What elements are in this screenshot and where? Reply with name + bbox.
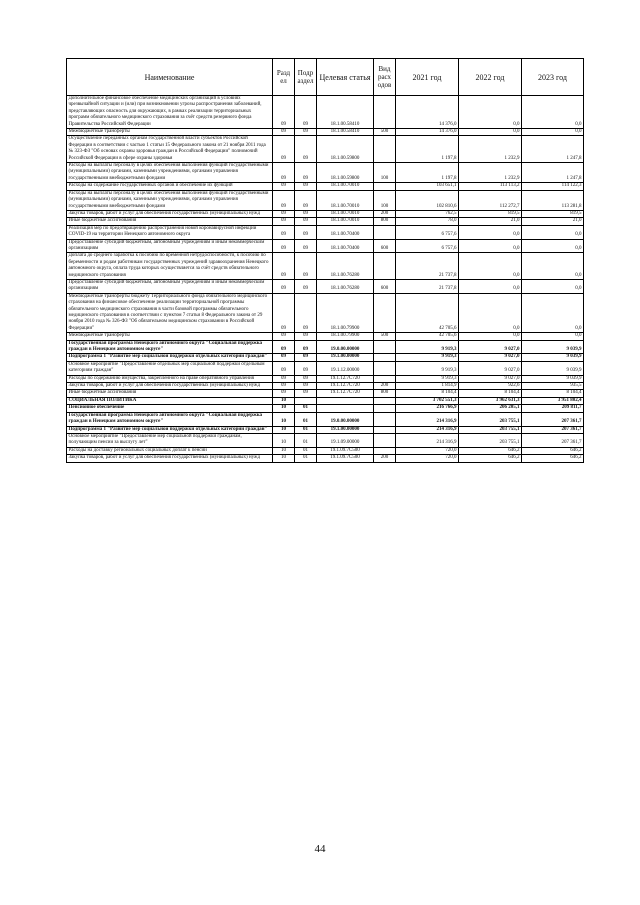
row-expense-type: 800 bbox=[374, 390, 396, 397]
row-section: 09 bbox=[273, 210, 295, 217]
row-amount-2021: 14 376,0 bbox=[396, 96, 459, 129]
row-name: Дополнительное финансовое обеспечение медицинских организаций в условиях чрезвычайной ситуации и (или) при возникновении угрозы распространения заболеваний, представляющих опасность для окружающих, в рамках реализации территориальных программ обязательного медицинского страхования за счёт средств резервного фонда Правительства Российской Федерации bbox=[67, 96, 273, 129]
row-amount-2021: 3 702 551,3 bbox=[396, 397, 459, 404]
row-subsection: 09 bbox=[295, 279, 317, 293]
row-expense-type bbox=[374, 397, 396, 404]
row-amount-2021: 78,0 bbox=[396, 218, 459, 225]
table-row bbox=[67, 340, 584, 354]
row-amount-2021: 762,5 bbox=[396, 210, 459, 217]
row-amount-2021: 6 757,6 bbox=[396, 239, 459, 253]
header-2021: 2021 год bbox=[396, 59, 459, 96]
row-section: 09 bbox=[273, 383, 295, 390]
row-expense-type: 200 bbox=[374, 455, 396, 462]
row-name: Предоставление субсидий бюджетным, автономным учреждениям и иным некоммерческим организациям bbox=[67, 239, 273, 253]
row-amount-2023: 21,0 bbox=[522, 218, 584, 225]
row-subsection: 09 bbox=[295, 293, 317, 332]
row-subsection bbox=[295, 397, 317, 404]
row-subsection: 09 bbox=[295, 218, 317, 225]
row-subsection: 01 bbox=[295, 426, 317, 433]
row-target-article: 19.1.00.00000 bbox=[317, 354, 374, 361]
row-expense-type: 600 bbox=[374, 239, 396, 253]
row-amount-2022: 646,2 bbox=[459, 455, 522, 462]
row-amount-2021: 6 757,6 bbox=[396, 225, 459, 239]
table-row bbox=[67, 455, 584, 462]
row-expense-type bbox=[374, 405, 396, 412]
row-section: 09 bbox=[273, 390, 295, 397]
row-expense-type bbox=[374, 293, 396, 332]
row-expense-type bbox=[374, 340, 396, 354]
row-section: 09 bbox=[273, 96, 295, 129]
row-subsection: 01 bbox=[295, 405, 317, 412]
row-amount-2023: 9 039,9 bbox=[522, 354, 584, 361]
row-section: 09 bbox=[273, 136, 295, 163]
row-expense-type: 500 bbox=[374, 129, 396, 136]
budget-table bbox=[66, 58, 584, 463]
row-section: 09 bbox=[273, 239, 295, 253]
row-section: 10 bbox=[273, 412, 295, 426]
row-amount-2022: 9 027,0 bbox=[459, 354, 522, 361]
row-amount-2021: 720,0 bbox=[396, 455, 459, 462]
row-expense-type bbox=[374, 96, 396, 129]
row-amount-2023: 0,0 bbox=[522, 96, 584, 129]
row-name: Подпрограмма 1 "Развитие мер социальной поддержки отдельных категорий граждан" bbox=[67, 354, 273, 361]
row-amount-2023: 114 122,3 bbox=[522, 183, 584, 190]
row-expense-type bbox=[374, 412, 396, 426]
row-subsection: 09 bbox=[295, 239, 317, 253]
row-amount-2022: 1 232,9 bbox=[459, 136, 522, 163]
row-amount-2023: 9 039,9 bbox=[522, 340, 584, 354]
row-amount-2021: 42 705,6 bbox=[396, 293, 459, 332]
row-amount-2022: 0,0 bbox=[459, 279, 522, 293]
row-subsection: 01 bbox=[295, 433, 317, 447]
row-target-article: 18.1.00.76280 bbox=[317, 253, 374, 280]
row-target-article: 18.1.00.79900 bbox=[317, 333, 374, 340]
row-amount-2022: 0,0 bbox=[459, 293, 522, 332]
row-amount-2021: 1 197,8 bbox=[396, 163, 459, 183]
row-section: 09 bbox=[273, 361, 295, 375]
row-section: 09 bbox=[273, 129, 295, 136]
row-target-article: 19.1.12.7С720 bbox=[317, 375, 374, 382]
row-amount-2022: 112 272,7 bbox=[459, 190, 522, 210]
table-row bbox=[67, 390, 584, 397]
row-amount-2023: 1 247,8 bbox=[522, 163, 584, 183]
row-amount-2022: 922,6 bbox=[459, 383, 522, 390]
row-amount-2022: 206 205,1 bbox=[459, 405, 522, 412]
row-expense-type: 600 bbox=[374, 279, 396, 293]
row-name: Межбюджетные трансферты бюджету Территориального фонда обязательного медицинского страхования на финансовое обеспечение реализации территориальной программы обязательного медицинского страхования в части базовой программы обязательного медицинского страхования в соответствии с пунктом 7 статьи 8 Федерального закона от 29 ноября 2010 года № 326-ФЗ "Об обязательном медицинском страховании в Российской Федерации" bbox=[67, 293, 273, 332]
table-row bbox=[67, 405, 584, 412]
table-row bbox=[67, 375, 584, 382]
row-name: Осуществление переданных органам государственной власти субъектов Российской Федерации в соответствии с частью 1 статьи 15 Федерального закона от 21 ноября 2011 года № 323-ФЗ "Об основах охраны здоровья граждан в Российской Федерации" полномочий Российской Федерации в сфере охраны здоровья bbox=[67, 136, 273, 163]
row-expense-type bbox=[374, 375, 396, 382]
row-amount-2023: 207 361,7 bbox=[522, 433, 584, 447]
row-amount-2022: 646,2 bbox=[459, 447, 522, 454]
row-section: 09 bbox=[273, 225, 295, 239]
row-name: Иные бюджетные ассигнования bbox=[67, 218, 273, 225]
table-row bbox=[67, 361, 584, 375]
table-header-row bbox=[67, 59, 584, 96]
row-name: Подпрограмма 1 "Развитие мер социальной поддержки отдельных категорий граждан" bbox=[67, 426, 273, 433]
row-name: Основное мероприятие "Предоставление отдельных мер социальной поддержки отдельным категориям граждан" bbox=[67, 361, 273, 375]
table-row bbox=[67, 397, 584, 404]
table-row bbox=[67, 426, 584, 433]
row-amount-2022: 0,0 bbox=[459, 96, 522, 129]
row-target-article: 19.1.12.7С720 bbox=[317, 390, 374, 397]
row-amount-2023: 0,0 bbox=[522, 253, 584, 280]
row-section: 09 bbox=[273, 340, 295, 354]
table-row bbox=[67, 412, 584, 426]
row-amount-2021: 8 104,4 bbox=[396, 390, 459, 397]
row-subsection: 09 bbox=[295, 383, 317, 390]
row-expense-type bbox=[374, 433, 396, 447]
row-target-article: 18.1.00.58410 bbox=[317, 96, 374, 129]
row-name: Закупка товаров, работ и услуг для обеспечения государственных (муниципальных) нужд bbox=[67, 383, 273, 390]
table-row bbox=[67, 433, 584, 447]
row-amount-2022: 819,5 bbox=[459, 210, 522, 217]
row-section: 10 bbox=[273, 433, 295, 447]
row-subsection: 09 bbox=[295, 390, 317, 397]
row-target-article: 18.1.00.70010 bbox=[317, 218, 374, 225]
row-amount-2023: 3 951 802,4 bbox=[522, 397, 584, 404]
table-row bbox=[67, 354, 584, 361]
row-expense-type: 500 bbox=[374, 333, 396, 340]
row-name: Расходы на доставку региональных социальных доплат к пенсии bbox=[67, 447, 273, 454]
row-target-article: 18.1.00.70400 bbox=[317, 225, 374, 239]
row-amount-2023: 9 039,9 bbox=[522, 361, 584, 375]
row-target-article: 18.1.00.70010 bbox=[317, 190, 374, 210]
row-expense-type bbox=[374, 361, 396, 375]
row-name: Доплата до среднего заработка к пособию по временной нетрудоспособности, к пособию по беременности и родам работникам государственных учреждений здравоохранения Ненецкого автономного округа, оплата труда которых осуществляется за счёт средств обязательного медицинского страхования bbox=[67, 253, 273, 280]
row-amount-2023: 935,5 bbox=[522, 383, 584, 390]
row-subsection: 09 bbox=[295, 136, 317, 163]
row-name: Государственная программа Ненецкого автономного округа "Социальная поддержка граждан в Ненецком автономном округе" bbox=[67, 412, 273, 426]
table-row bbox=[67, 210, 584, 217]
header-2022: 2022 год bbox=[459, 59, 522, 96]
row-amount-2023: 209 811,7 bbox=[522, 405, 584, 412]
row-name: Расходы на выплаты персоналу в целях обеспечения выполнения функций государственными (муниципальными) органами, казенными учреждениями, органами управления государственными внебюджетными фондами bbox=[67, 163, 273, 183]
row-amount-2022: 9 027,0 bbox=[459, 340, 522, 354]
row-target-article: 18.1.00.70010 bbox=[317, 183, 374, 190]
row-subsection: 09 bbox=[295, 354, 317, 361]
row-section: 09 bbox=[273, 218, 295, 225]
row-amount-2021: 42 705,6 bbox=[396, 333, 459, 340]
row-amount-2022: 3 962 631,3 bbox=[459, 397, 522, 404]
row-amount-2023: 207 361,7 bbox=[522, 412, 584, 426]
row-name: Предоставление субсидий бюджетным, автономным учреждениям и иным некоммерческим организациям bbox=[67, 279, 273, 293]
row-amount-2023: 0,0 bbox=[522, 293, 584, 332]
row-subsection: 09 bbox=[295, 210, 317, 217]
table-row bbox=[67, 383, 584, 390]
table-row bbox=[67, 129, 584, 136]
row-amount-2021: 720,0 bbox=[396, 447, 459, 454]
row-amount-2023: 819,5 bbox=[522, 210, 584, 217]
row-amount-2022: 0,0 bbox=[459, 129, 522, 136]
row-amount-2021: 9 919,3 bbox=[396, 361, 459, 375]
header-expense-type: Вид расх одов bbox=[374, 59, 396, 96]
table-row bbox=[67, 293, 584, 332]
row-section: 09 bbox=[273, 354, 295, 361]
row-name: СОЦИАЛЬНАЯ ПОЛИТИКА bbox=[67, 397, 273, 404]
row-subsection: 09 bbox=[295, 96, 317, 129]
row-amount-2023: 0,0 bbox=[522, 239, 584, 253]
row-section: 09 bbox=[273, 183, 295, 190]
table-row bbox=[67, 447, 584, 454]
row-target-article: 19.0.00.00000 bbox=[317, 340, 374, 354]
row-amount-2021: 216 766,9 bbox=[396, 405, 459, 412]
header-target: Целевая статья bbox=[317, 59, 374, 96]
row-amount-2022: 203 755,1 bbox=[459, 426, 522, 433]
row-subsection: 09 bbox=[295, 333, 317, 340]
row-amount-2023: 0,0 bbox=[522, 279, 584, 293]
row-amount-2021: 103 651,1 bbox=[396, 183, 459, 190]
row-name: Закупка товаров, работ и услуг для обеспечения государственных (муниципальных) нужд bbox=[67, 210, 273, 217]
row-section: 10 bbox=[273, 397, 295, 404]
row-target-article: 19.1.09.00000 bbox=[317, 433, 374, 447]
row-amount-2022: 1 232,9 bbox=[459, 163, 522, 183]
row-expense-type: 800 bbox=[374, 218, 396, 225]
row-expense-type: 200 bbox=[374, 210, 396, 217]
row-section: 09 bbox=[273, 163, 295, 183]
row-section: 10 bbox=[273, 455, 295, 462]
row-amount-2021: 9 919,3 bbox=[396, 354, 459, 361]
table-row bbox=[67, 183, 584, 190]
row-name: Расходы по содержанию имущества, закрепленного на праве оперативного управления bbox=[67, 375, 273, 382]
row-amount-2021: 214 316,9 bbox=[396, 426, 459, 433]
row-section: 09 bbox=[273, 279, 295, 293]
row-section: 09 bbox=[273, 253, 295, 280]
row-section: 10 bbox=[273, 447, 295, 454]
table-row bbox=[67, 239, 584, 253]
row-name: Пенсионное обеспечение bbox=[67, 405, 273, 412]
header-2023: 2023 год bbox=[522, 59, 584, 96]
row-amount-2022: 0,0 bbox=[459, 239, 522, 253]
row-target-article: 18.1.00.76280 bbox=[317, 279, 374, 293]
row-amount-2023: 113 281,8 bbox=[522, 190, 584, 210]
row-subsection: 09 bbox=[295, 340, 317, 354]
row-expense-type: 100 bbox=[374, 163, 396, 183]
row-target-article: 18.1.00.70400 bbox=[317, 239, 374, 253]
row-section: 10 bbox=[273, 405, 295, 412]
row-target-article: 19.1.12.7С720 bbox=[317, 383, 374, 390]
row-expense-type bbox=[374, 447, 396, 454]
row-amount-2021: 9 919,3 bbox=[396, 375, 459, 382]
row-subsection: 09 bbox=[295, 361, 317, 375]
table-row bbox=[67, 279, 584, 293]
row-name: Межбюджетные трансферты bbox=[67, 129, 273, 136]
row-amount-2022: 8 104,4 bbox=[459, 390, 522, 397]
row-amount-2022: 9 027,0 bbox=[459, 375, 522, 382]
row-amount-2021: 1 197,8 bbox=[396, 136, 459, 163]
row-subsection: 09 bbox=[295, 225, 317, 239]
header-section: Разд ел bbox=[273, 59, 295, 96]
table-row bbox=[67, 190, 584, 210]
row-name: Иные бюджетные ассигнования bbox=[67, 390, 273, 397]
row-amount-2022: 9 027,0 bbox=[459, 361, 522, 375]
row-target-article: 19.1.09.7С500 bbox=[317, 447, 374, 454]
row-name: Основное мероприятие "Предоставление мер социальной поддержки гражданам, получающим пенсии за выслугу лет" bbox=[67, 433, 273, 447]
row-amount-2021: 21 737,8 bbox=[396, 279, 459, 293]
row-amount-2021: 214 316,9 bbox=[396, 412, 459, 426]
row-amount-2023: 646,2 bbox=[522, 447, 584, 454]
row-amount-2023: 646,2 bbox=[522, 455, 584, 462]
row-amount-2022: 203 755,1 bbox=[459, 433, 522, 447]
row-amount-2023: 0,0 bbox=[522, 129, 584, 136]
row-name: Межбюджетные трансферты bbox=[67, 333, 273, 340]
row-subsection: 09 bbox=[295, 253, 317, 280]
table-row bbox=[67, 333, 584, 340]
row-amount-2021: 14 376,0 bbox=[396, 129, 459, 136]
row-subsection: 09 bbox=[295, 190, 317, 210]
row-amount-2022: 203 755,1 bbox=[459, 412, 522, 426]
row-amount-2022: 113 113,2 bbox=[459, 183, 522, 190]
row-amount-2023: 207 361,7 bbox=[522, 426, 584, 433]
row-target-article: 19.1.12.00000 bbox=[317, 361, 374, 375]
table-row bbox=[67, 225, 584, 239]
row-expense-type bbox=[374, 354, 396, 361]
row-amount-2021: 102 810,6 bbox=[396, 190, 459, 210]
row-section: 09 bbox=[273, 190, 295, 210]
row-expense-type: 100 bbox=[374, 190, 396, 210]
row-amount-2021: 214 316,9 bbox=[396, 433, 459, 447]
row-subsection: 09 bbox=[295, 129, 317, 136]
row-expense-type bbox=[374, 225, 396, 239]
row-target-article: 18.1.00.58410 bbox=[317, 129, 374, 136]
row-section: 09 bbox=[273, 375, 295, 382]
row-target-article: 18.1.00.59800 bbox=[317, 136, 374, 163]
row-name: Расходы на содержание государственных органов и обеспечение их функций bbox=[67, 183, 273, 190]
row-subsection: 09 bbox=[295, 163, 317, 183]
row-expense-type bbox=[374, 253, 396, 280]
row-amount-2023: 1 247,8 bbox=[522, 136, 584, 163]
row-target-article: 18.1.00.79900 bbox=[317, 293, 374, 332]
row-target-article: 18.1.00.70010 bbox=[317, 210, 374, 217]
row-section: 09 bbox=[273, 293, 295, 332]
row-target-article: 19.1.09.7С500 bbox=[317, 455, 374, 462]
row-name: Расходы на выплаты персоналу в целях обеспечения выполнения функций государственными (муниципальными) органами, казенными учреждениями, органами управления государственными внебюджетными фондами bbox=[67, 190, 273, 210]
table-row bbox=[67, 253, 584, 280]
page-number: 44 bbox=[314, 843, 326, 855]
row-expense-type bbox=[374, 426, 396, 433]
row-section: 10 bbox=[273, 426, 295, 433]
row-amount-2022: 0,0 bbox=[459, 225, 522, 239]
row-name: Закупка товаров, работ и услуг для обеспечения государственных (муниципальных) нужд bbox=[67, 455, 273, 462]
row-amount-2023: 8 104,4 bbox=[522, 390, 584, 397]
row-section: 09 bbox=[273, 333, 295, 340]
row-amount-2023: 0,0 bbox=[522, 225, 584, 239]
row-target-article: 19.1.00.00000 bbox=[317, 426, 374, 433]
header-name: Наименование bbox=[67, 59, 273, 96]
row-subsection: 09 bbox=[295, 183, 317, 190]
table-row bbox=[67, 218, 584, 225]
row-amount-2022: 21,0 bbox=[459, 218, 522, 225]
row-expense-type bbox=[374, 183, 396, 190]
header-subsection: Подр аздел bbox=[295, 59, 317, 96]
row-target-article: 19.0.00.00000 bbox=[317, 412, 374, 426]
table-row bbox=[67, 136, 584, 163]
table-body bbox=[67, 96, 584, 463]
row-subsection: 01 bbox=[295, 455, 317, 462]
row-amount-2022: 0,0 bbox=[459, 253, 522, 280]
row-expense-type bbox=[374, 136, 396, 163]
row-amount-2022: 0,0 bbox=[459, 333, 522, 340]
row-name: Реализация мер по предотвращению распространения новой коронавирусной инфекции COVID-19 на территории Ненецкого автономного округа bbox=[67, 225, 273, 239]
table-row bbox=[67, 96, 584, 129]
row-amount-2023: 0,0 bbox=[522, 333, 584, 340]
row-amount-2023: 9 039,9 bbox=[522, 375, 584, 382]
row-subsection: 09 bbox=[295, 375, 317, 382]
row-amount-2021: 1 814,9 bbox=[396, 383, 459, 390]
row-target-article bbox=[317, 397, 374, 404]
row-expense-type: 200 bbox=[374, 383, 396, 390]
row-target-article: 18.1.00.59800 bbox=[317, 163, 374, 183]
row-amount-2021: 9 919,3 bbox=[396, 340, 459, 354]
row-name: Государственная программа Ненецкого автономного округа "Социальная поддержка граждан в Ненецком автономном округе" bbox=[67, 340, 273, 354]
row-target-article bbox=[317, 405, 374, 412]
table-row bbox=[67, 163, 584, 183]
row-subsection: 01 bbox=[295, 447, 317, 454]
row-amount-2021: 21 737,8 bbox=[396, 253, 459, 280]
row-subsection: 01 bbox=[295, 412, 317, 426]
